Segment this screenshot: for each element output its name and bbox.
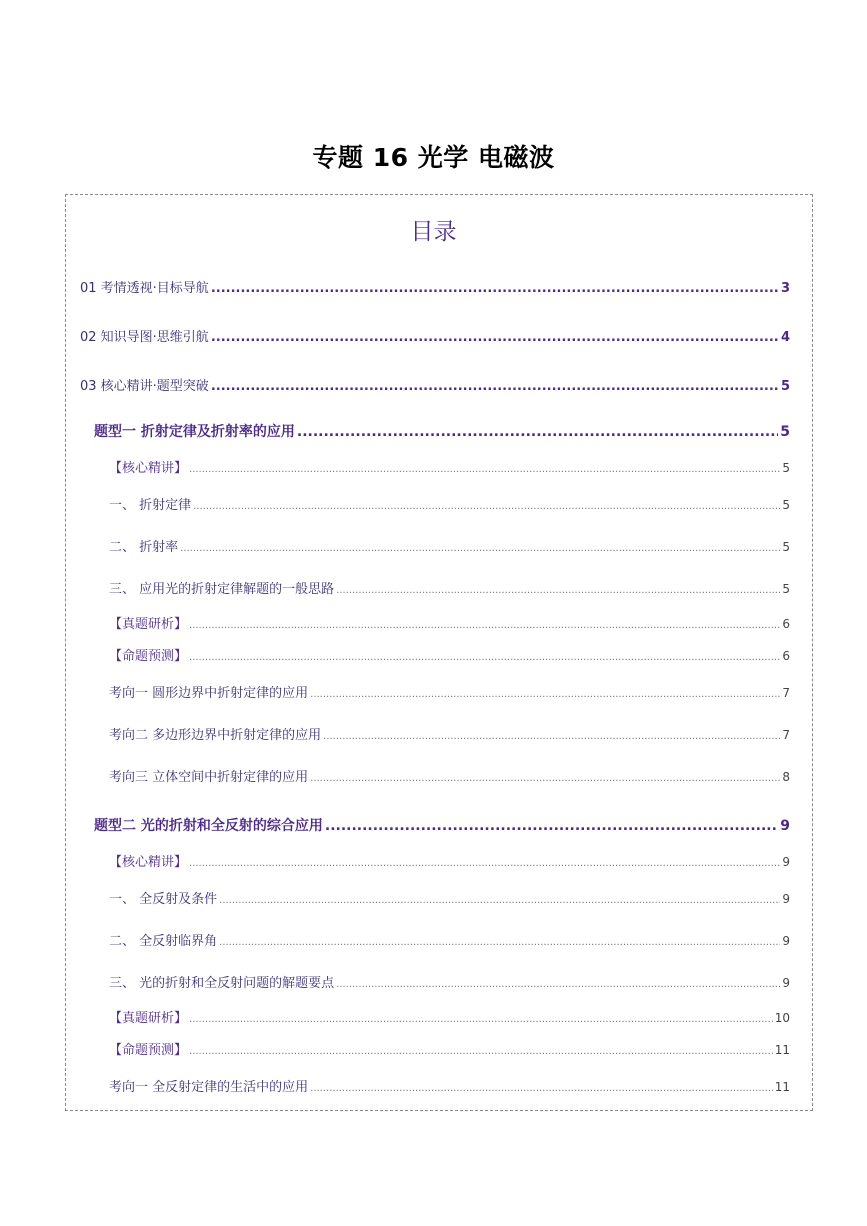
toc-entry-label: 01 考情透视·目标导航: [80, 281, 209, 296]
toc-page-number: 11: [774, 1043, 790, 1057]
toc-page-number: 5: [780, 424, 790, 440]
toc-entry-label: 题型二 光的折射和全反射的综合应用: [94, 818, 323, 834]
toc-entry-label: 二、 折射率: [109, 540, 179, 555]
toc-entry-predictions-2[interactable]: [109, 1039, 790, 1058]
toc-entry-label: 02 知识导图·思维引航: [80, 330, 209, 345]
dot-leader: [219, 895, 780, 906]
toc-page-number: 9: [782, 892, 790, 906]
toc-entry-key-points[interactable]: [109, 972, 790, 991]
toc-entry-critical-angle[interactable]: [109, 930, 790, 949]
toc-entry-label: 二、 全反射临界角: [109, 934, 218, 949]
dot-leader: [189, 652, 780, 663]
dot-leader: [189, 620, 780, 631]
dot-leader: [193, 501, 780, 512]
dot-leader: [297, 424, 778, 440]
toc-heading: 目录: [410, 219, 457, 245]
toc-entry-direction-three[interactable]: [109, 766, 790, 785]
toc-page-number: 9: [782, 855, 790, 869]
dot-leader: [211, 379, 779, 394]
toc-page-number: 5: [782, 461, 790, 475]
toc-entry-past-exams-2[interactable]: [109, 1007, 790, 1026]
toc-page-number: 9: [782, 976, 790, 990]
dot-leader: [189, 858, 780, 869]
toc-page-number: 9: [782, 934, 790, 948]
dot-leader: [325, 818, 778, 834]
toc-entry-overview[interactable]: [80, 277, 790, 296]
toc-entry-label: 一、 全反射及条件: [109, 892, 218, 907]
toc-entry-type-one[interactable]: [94, 421, 790, 441]
dot-leader: [211, 330, 779, 345]
toc-page-number: 7: [782, 728, 790, 742]
dot-leader: [336, 979, 780, 990]
dot-leader: [180, 543, 780, 554]
dot-leader: [310, 689, 780, 700]
toc-entry-core-lecture[interactable]: [109, 457, 790, 476]
toc-page-number: 5: [782, 540, 790, 554]
toc-entry-refractive-index[interactable]: [109, 536, 790, 555]
toc-entry-label: 【核心精讲】: [109, 461, 188, 476]
toc-entry-label: 【命题预测】: [109, 1043, 188, 1058]
toc-entry-label: 题型一 折射定律及折射率的应用: [94, 424, 295, 440]
toc-entry-type-two[interactable]: [94, 815, 790, 835]
toc-page-number: 9: [780, 818, 790, 834]
toc-entry-direction-two[interactable]: [109, 724, 790, 743]
toc-page-number: 11: [774, 1080, 790, 1094]
dot-leader: [189, 1014, 773, 1025]
dot-leader: [323, 731, 780, 742]
toc-entry-core[interactable]: [80, 375, 790, 394]
dot-leader: [211, 281, 779, 296]
toc-entry-label: 【核心精讲】: [109, 855, 188, 870]
toc-entry-label: 考向三 立体空间中折射定律的应用: [109, 770, 309, 785]
toc-entry-label: 【真题研析】: [109, 1011, 188, 1026]
toc-entry-label: 三、 应用光的折射定律解题的一般思路: [109, 582, 335, 597]
dot-leader: [189, 1046, 773, 1057]
toc-entry-label: 一、 折射定律: [109, 498, 192, 513]
toc-entry-label: 【命题预测】: [109, 649, 188, 664]
toc-page-number: 5: [780, 379, 790, 394]
document-title: 专题 16 光学 电磁波: [312, 143, 555, 172]
toc-page-number: 8: [782, 770, 790, 784]
toc-entry-direction-one[interactable]: [109, 682, 790, 701]
toc-entry-core-lecture-2[interactable]: [109, 851, 790, 870]
toc-entry-label: 考向二 多边形边界中折射定律的应用: [109, 728, 322, 743]
toc-page-number: 6: [782, 649, 790, 663]
toc-page-number: 4: [780, 330, 790, 345]
toc-entry-general-approach[interactable]: [109, 578, 790, 597]
dot-leader: [219, 937, 780, 948]
toc-entry-predictions[interactable]: [109, 645, 790, 664]
toc-page-number: 10: [774, 1011, 790, 1025]
toc-entry-label: 三、 光的折射和全反射问题的解题要点: [109, 976, 335, 991]
toc-entry-total-reflection[interactable]: [109, 888, 790, 907]
dot-leader: [310, 1083, 773, 1094]
toc-entry-direction-one-b[interactable]: [109, 1076, 790, 1095]
toc-entry-label: 03 核心精讲·题型突破: [80, 379, 209, 394]
dot-leader: [336, 585, 780, 596]
toc-page-number: 7: [782, 686, 790, 700]
toc-entry-past-exams[interactable]: [109, 613, 790, 632]
toc-entry-label: 考向一 全反射定律的生活中的应用: [109, 1080, 309, 1095]
toc-page-number: 5: [782, 582, 790, 596]
dot-leader: [189, 464, 780, 475]
toc-page-number: 6: [782, 617, 790, 631]
toc-entry-label: 【真题研析】: [109, 617, 188, 632]
toc-page-number: 3: [780, 281, 790, 296]
toc-page-number: 5: [782, 498, 790, 512]
toc-entry-refraction-law[interactable]: [109, 494, 790, 513]
dot-leader: [310, 773, 780, 784]
toc-entry-mindmap[interactable]: [80, 326, 790, 345]
toc-entry-label: 考向一 圆形边界中折射定律的应用: [109, 686, 309, 701]
